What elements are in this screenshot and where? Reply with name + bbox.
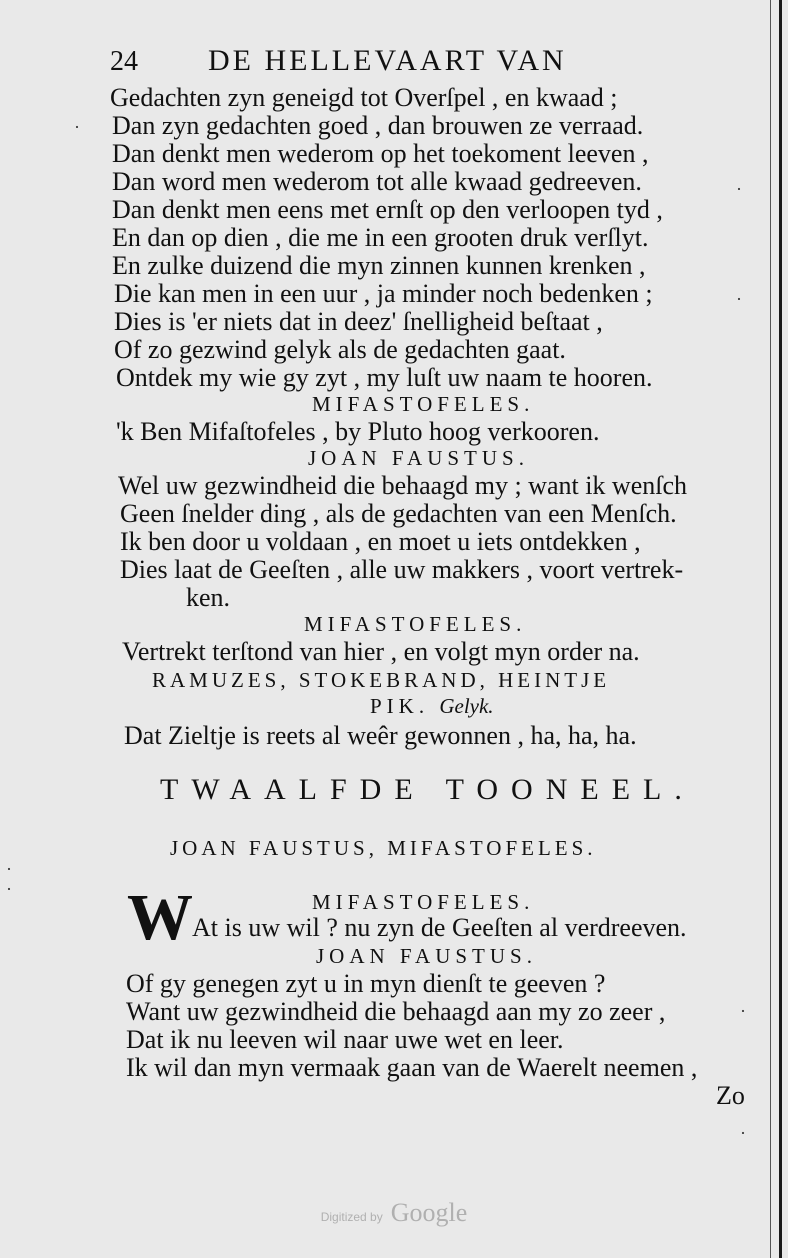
stage-direction: Gelyk. [439,694,494,718]
verse-line: Dat Zieltje is reets al weêr gewonnen , ha, ha, ha. [124,721,637,750]
verse-line: En zulke duizend die myn zinnen kunnen krenken , [112,251,646,280]
verse-line: Gedachten zyn geneigd tot Overſpel , en kwaad ; [110,83,618,112]
page-edge [779,0,782,1258]
verse-line-continuation: ken. [186,583,231,612]
margin-mark: · [740,1001,746,1021]
page-header [110,42,650,78]
verse-line: Want uw gezwindheid die behaagd aan my zo zeer , [126,997,666,1026]
verse-line: Dies is 'er niets dat in deez' ſnelligheid beſtaat , [114,307,603,336]
catchword: Zo [716,1081,745,1110]
verse-line: Wel uw gezwindheid die behaagd my ; want ik wenſch [118,471,688,500]
speaker-heading: RAMUZES, STOKEBRAND, HEINTJE [152,668,611,692]
verse-line: Ontdek my wie gy zyt , my luſt uw naam te hooren. [116,363,653,392]
scene-characters: JOAN FAUSTUS, MIFASTOFELES. [170,836,597,860]
margin-mark: · [6,859,12,879]
speaker-heading: JOAN FAUSTUS. [308,446,529,470]
google-logo: Google [390,1198,468,1227]
speaker-heading: MIFASTOFELES. [304,612,527,636]
verse-line: Vertrekt terſtond van hier , en volgt myn order na. [122,637,640,666]
margin-mark: · [6,879,12,899]
margin-mark: · [736,289,742,309]
verse-line: Geen ſnelder ding , als de gedachten van een Menſch. [120,499,677,528]
scene-title: TWAALFDE TOONEEL. [160,773,695,806]
speaker-heading: JOAN FAUSTUS. [316,944,537,968]
speaker-name: PIK. [370,694,430,718]
verse-line: Ik ben door u voldaan , en moet u iets ontdekken , [120,527,641,556]
verse-line: Dan denkt men eens met ernſt op den verloopen tyd , [112,195,663,224]
verse-line: Of gy genegen zyt u in myn dienſt te geeven ? [126,969,606,998]
verse-line: 'k Ben Mifaſtofeles , by Pluto hoog verkooren. [116,417,600,446]
digitized-by-label: Digitized by [320,1210,383,1224]
margin-mark: · [736,179,742,199]
margin-mark: · [740,1123,746,1143]
running-title: DE HELLEVAART VAN [208,44,567,77]
verse-line: Die kan men in een uur , ja minder noch bedenken ; [114,279,653,308]
speaker-heading: MIFASTOFELES. [312,890,535,914]
verse-line: Dies laat de Geeſten , alle uw makkers , voort vertrek- [120,555,684,584]
verse-line: At is uw wil ? nu zyn de Geeſten al verdreeven. [192,913,687,942]
page-number: 24 [110,46,138,77]
digitization-watermark [0,1198,788,1228]
verse-line: Ik wil dan myn vermaak gaan van de Waerelt neemen , [126,1053,698,1082]
verse-line: Dan denkt men wederom op het toekoment leeven , [112,139,649,168]
verse-line: En dan op dien , die me in een grooten druk verſlyt. [112,223,649,252]
drop-cap: W [127,881,193,954]
speaker-heading-cont [370,694,494,718]
verse-line: Dan word men wederom tot alle kwaad gedreeven. [112,167,642,196]
verse-line: Dat ik nu leeven wil naar uwe wet en leer. [126,1025,564,1054]
verse-line: Dan zyn gedachten goed , dan brouwen ze verraad. [112,111,644,140]
page-edge-shadow [770,0,771,1258]
margin-mark: · [74,117,80,137]
speaker-heading: MIFASTOFELES. [312,392,535,416]
verse-line: Of zo gezwind gelyk als de gedachten gaat. [114,335,566,364]
